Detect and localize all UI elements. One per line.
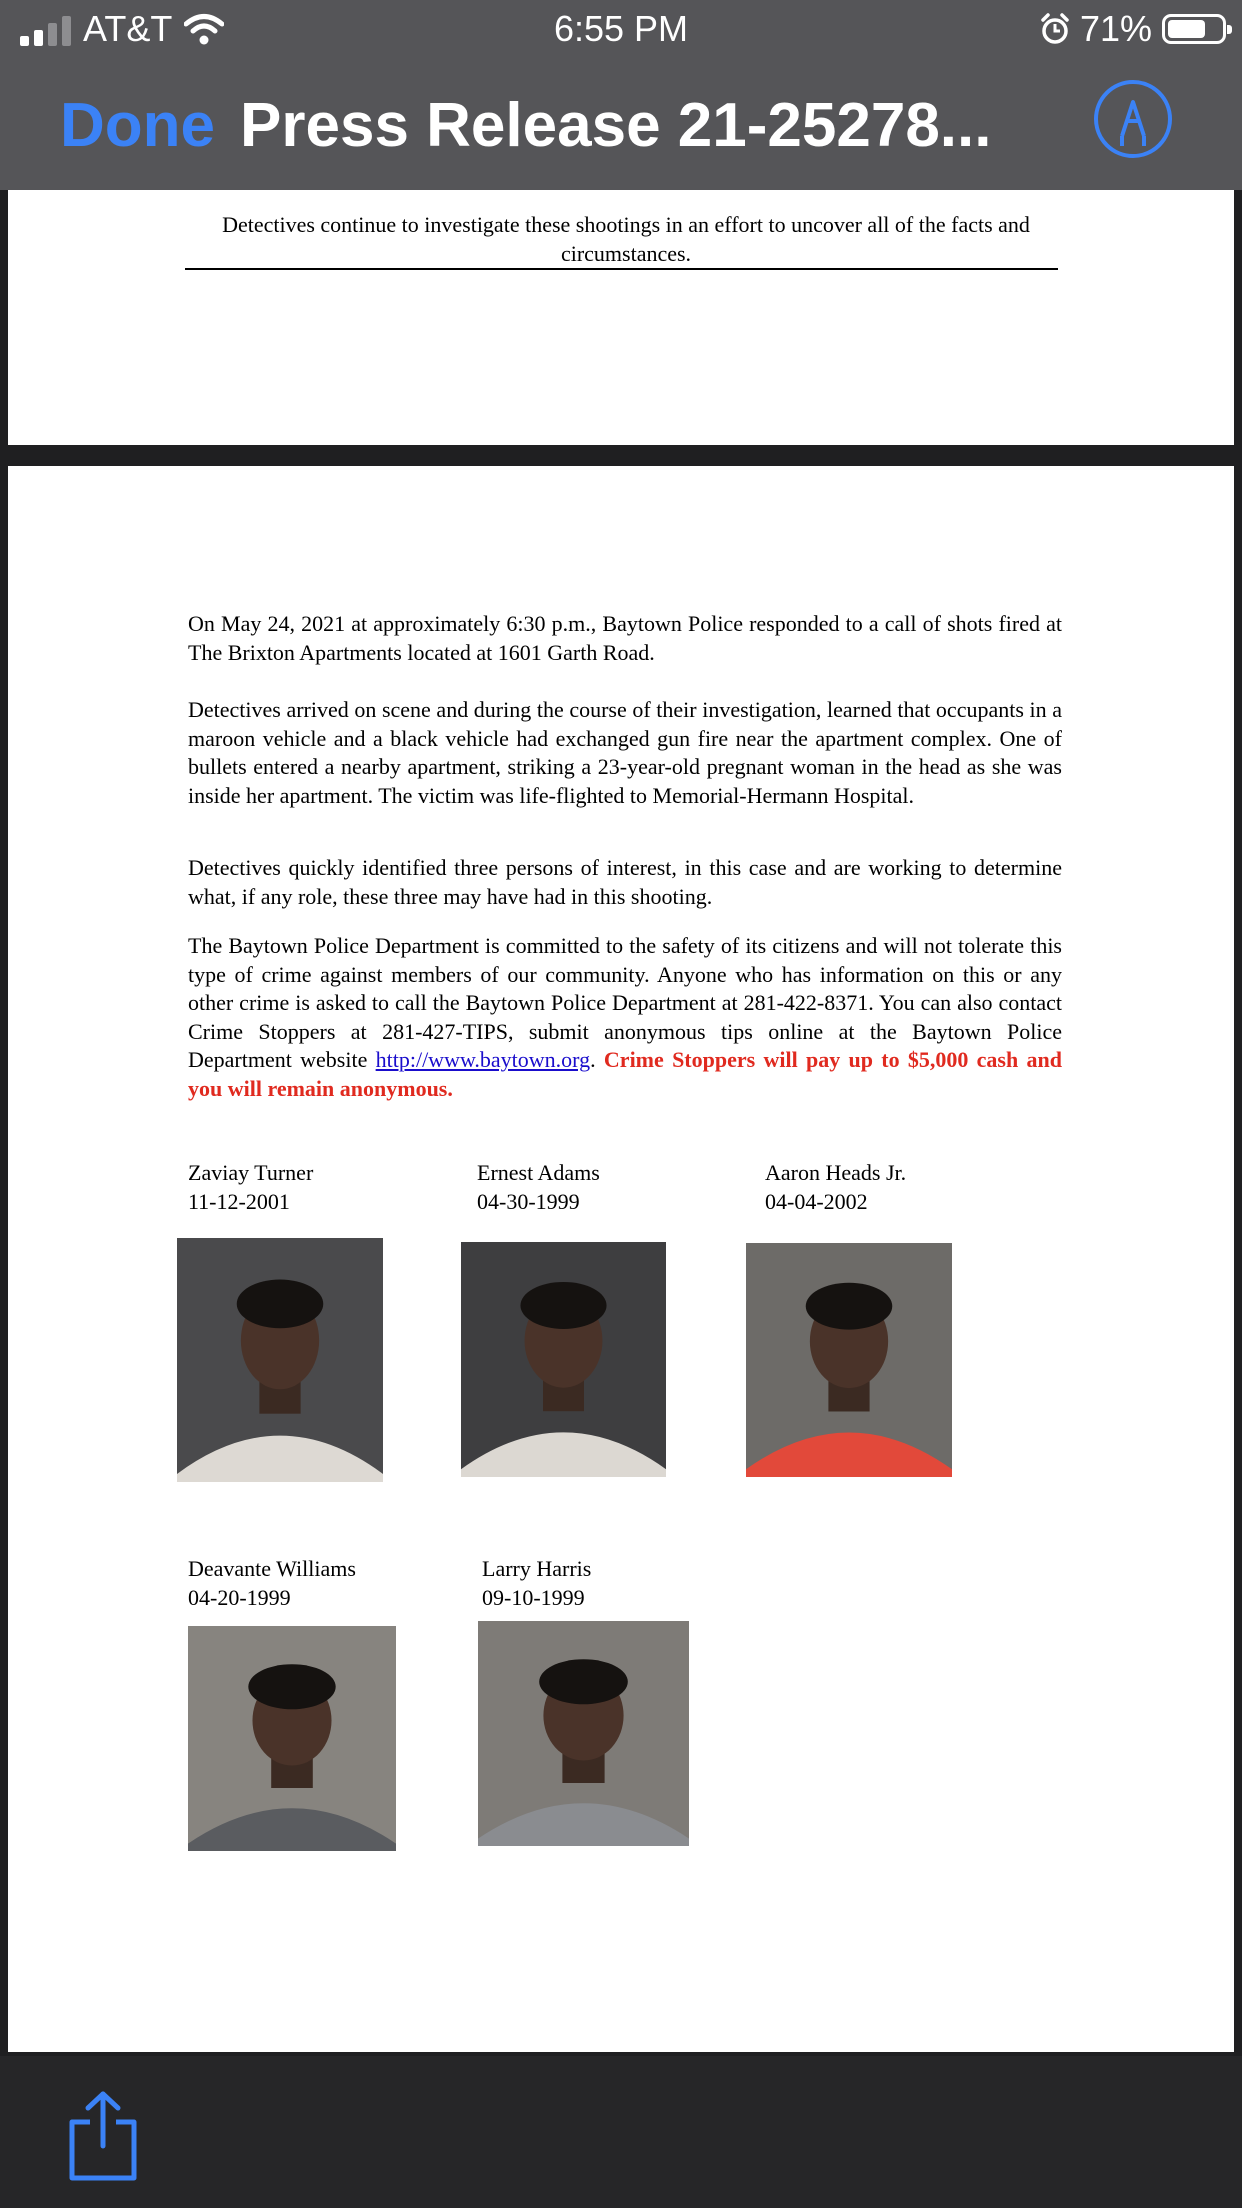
person-name: Deavante Williams <box>188 1556 356 1581</box>
person-dob: 04-20-1999 <box>188 1585 291 1610</box>
markup-button[interactable] <box>1094 80 1172 158</box>
person-photo <box>746 1243 952 1477</box>
battery-fill <box>1168 20 1205 38</box>
person-label <box>482 1554 591 1612</box>
status-bar <box>0 0 1242 62</box>
paragraph-persons-of-interest: Detectives quickly identified three persons of interest, in this case and are working to determine what, if any role, these three may have had in this shooting. <box>188 855 1062 909</box>
person-label <box>188 1158 313 1216</box>
person-name: Aaron Heads Jr. <box>765 1160 907 1185</box>
person-name: Ernest Adams <box>477 1160 600 1185</box>
person-photo <box>188 1626 396 1851</box>
status-time: 6:55 PM <box>553 8 689 49</box>
person-label <box>188 1554 356 1612</box>
bottom-toolbar <box>0 2056 1242 2208</box>
person-label <box>477 1158 600 1216</box>
battery-icon <box>1162 14 1226 44</box>
document-title: Press Release 21-25278... <box>240 91 992 160</box>
person-photo <box>177 1238 383 1482</box>
paragraph-investigation: Detectives arrived on scene and during the course of their investigation, learned that occupants in a maroon vehicle and a black vehicle had exchanged gun fire near the apartment complex. One of bullets entered a nearby apartment, striking a 23-year-old pregnant woman in the head as she was inside her apartment. The victim was life-flighted to Memorial-Hermann Hospital. <box>188 697 1062 808</box>
crime-stoppers-reward: Crime Stoppers will pay up to $5,000 cash and you will remain anonymous. <box>188 1047 1062 1101</box>
contact-text: The Baytown Police Department is committed to the safety of its citizens and will not tolerate this type of crime against members of our community. Anyone who has information on this or any other crime is asked to call the Baytown Police Department at 281-422-8371. You can also contact Crime Stoppers at 281-427-TIPS, submit anonymous tips online at the Baytown Police Department website <box>188 933 1062 1072</box>
investigation-note: Detectives continue to investigate these shootings in an effort to uncover all of the facts and circumstances. <box>222 212 1030 266</box>
carrier-label: AT&T <box>83 8 173 49</box>
person-label <box>765 1158 906 1216</box>
person-name: Larry Harris <box>482 1556 592 1581</box>
markup-pen-icon <box>1098 84 1168 154</box>
horizontal-rule <box>185 268 1058 270</box>
person-photo <box>478 1621 689 1846</box>
person-dob: 09-10-1999 <box>482 1585 585 1610</box>
document-page-2 <box>8 466 1234 2052</box>
person-dob: 04-30-1999 <box>477 1189 580 1214</box>
battery-percent: 71% <box>1079 8 1152 49</box>
paragraph-incident: On May 24, 2021 at approximately 6:30 p.m., Baytown Police responded to a call of shots fired at The Brixton Apartments located at 1601 Garth Road. <box>188 611 1062 665</box>
baytown-website-link[interactable]: http://www.baytown.org <box>375 1047 591 1072</box>
alarm-icon <box>1040 13 1070 45</box>
person-name: Zaviay Turner <box>188 1160 314 1185</box>
done-button[interactable]: Done <box>60 91 215 160</box>
person-dob: 04-04-2002 <box>765 1189 868 1214</box>
person-photo <box>461 1242 666 1477</box>
status-right <box>1040 8 1226 50</box>
person-dob: 11-12-2001 <box>188 1189 290 1214</box>
contact-separator: . <box>590 1047 604 1072</box>
paragraph-contact <box>188 932 1062 1103</box>
document-page-1 <box>8 190 1234 445</box>
navigation-bar <box>0 62 1242 190</box>
share-icon[interactable] <box>66 2090 140 2182</box>
